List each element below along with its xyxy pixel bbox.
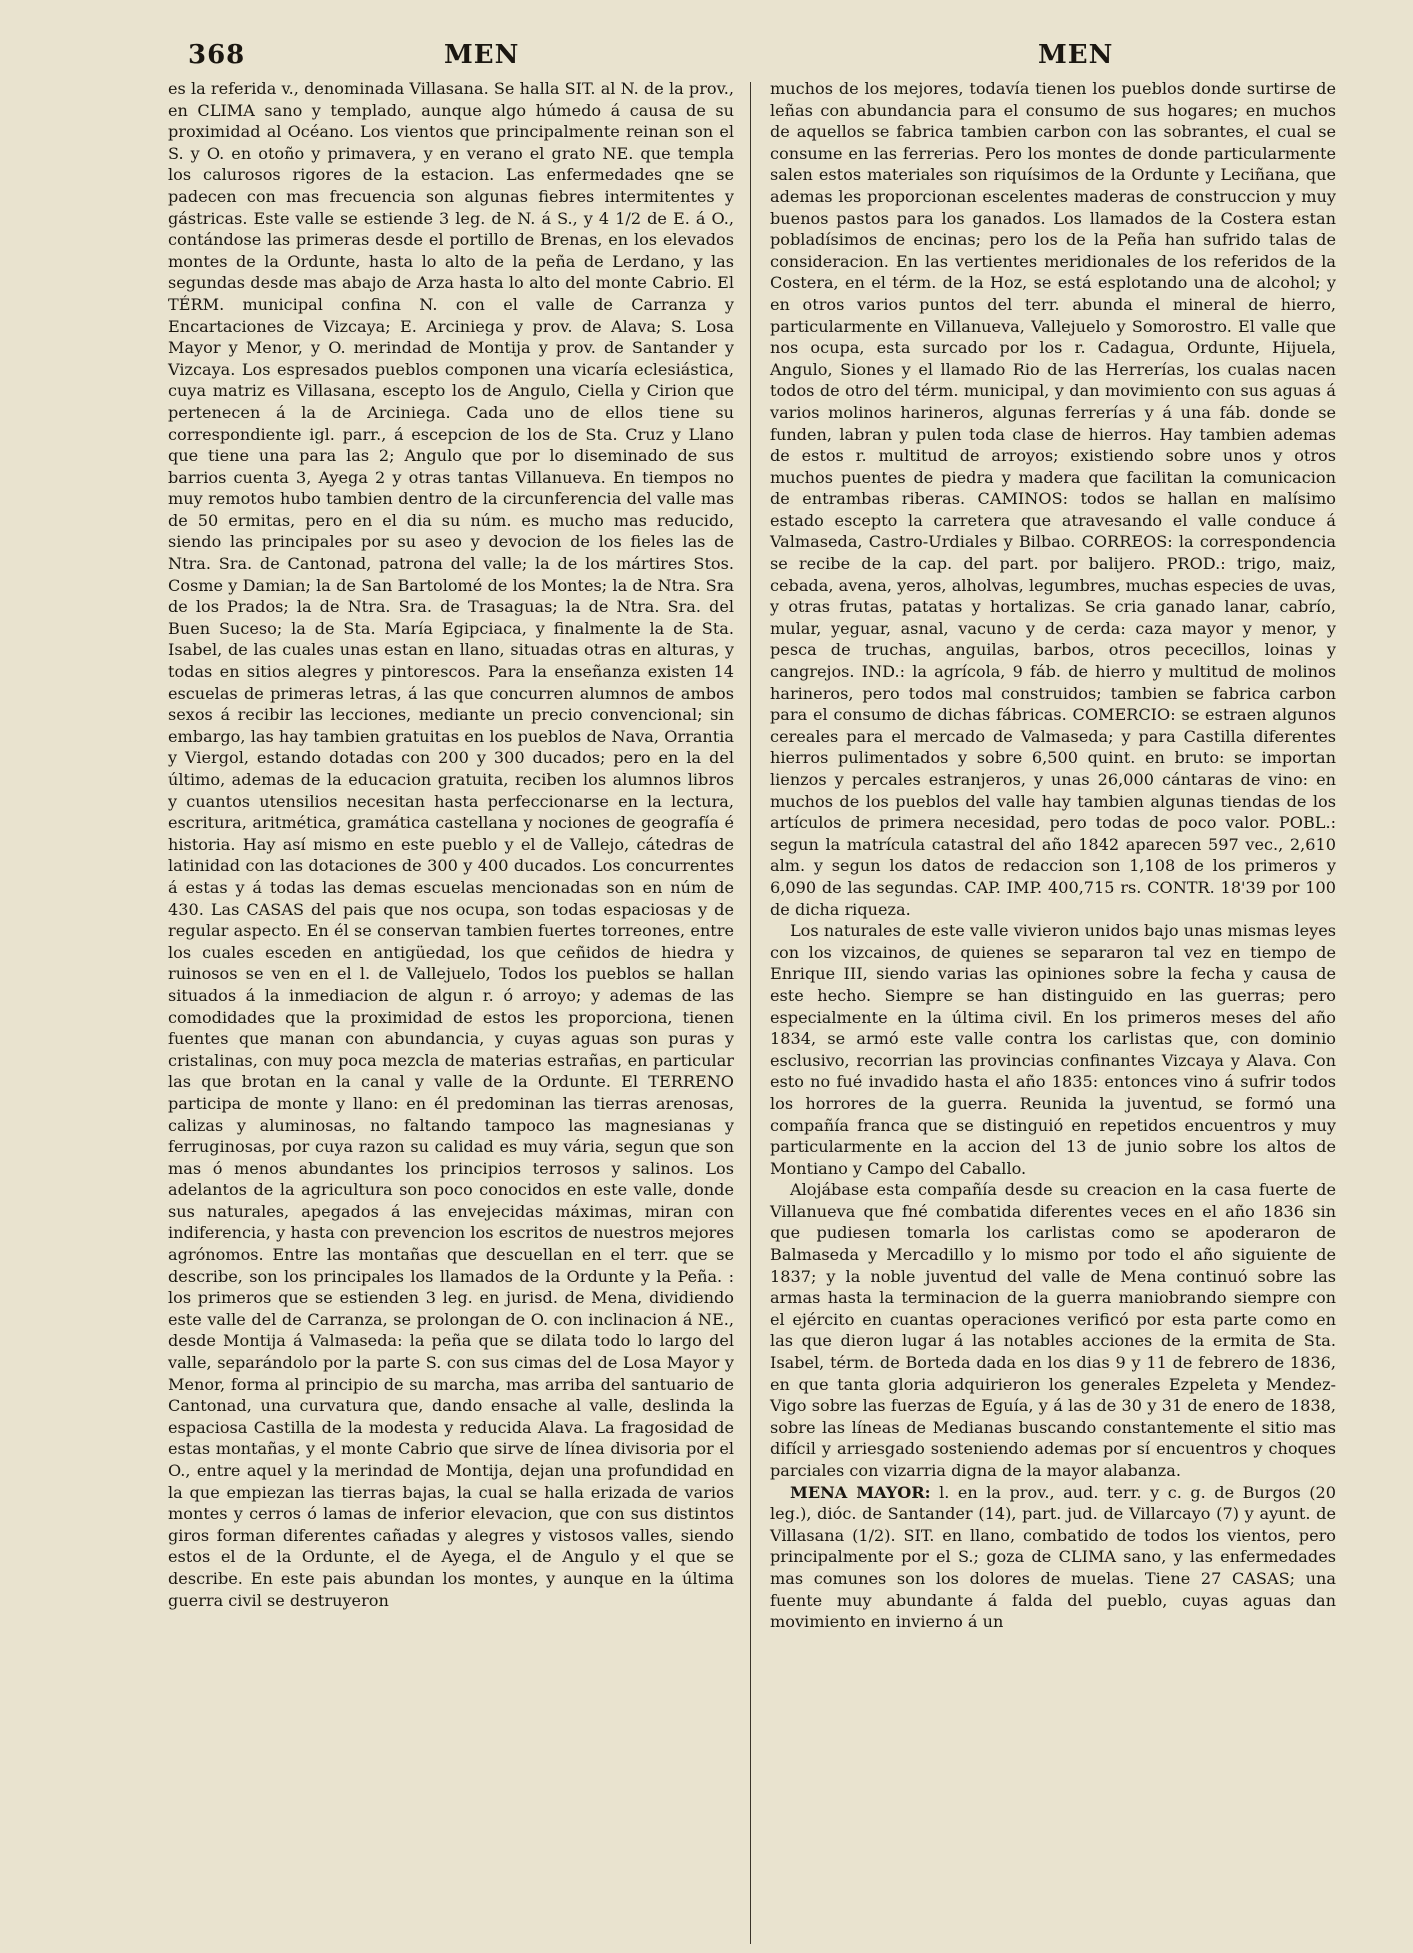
- entry-headword: MENA MAYOR:: [790, 1482, 931, 1502]
- running-head-right: MEN: [1038, 40, 1114, 70]
- page-number: 368: [188, 40, 246, 70]
- column-divider: [750, 82, 751, 1944]
- paragraph: Los naturales de este valle vivieron unidos bajo unas mismas leyes con los vizcainos, de quienes se separaron tal vez en tiempo de Enrique III, siendo varias las opiniones sobre la fecha y causa de este hecho. Siempre se han distinguido en las guerras; pero especialmente en la última civil. En los primeros meses del año 1834, se armó este valle contra los carlistas que, con dominio esclusivo, recorrian las provincias confinantes Vizcaya y Alava. Con esto no fué invadido hasta el año 1835: entonces vino á sufrir todos los horrores de la guerra. Reunida la juventud, se formó una compañía franca que se distinguió en repetidos encuentros y muy particularmente en la accion del 13 de junio sobre los altos de Montiano y Campo del Caballo.: [770, 921, 1336, 1178]
- entry-mena-mayor: [770, 1482, 1336, 1633]
- running-head-left: MEN: [444, 40, 520, 70]
- left-column: [168, 78, 734, 1611]
- paragraph: Alojábase esta compañía desde su creacion en la casa fuerte de Villanueva que fné combatida diferentes veces en el año 1836 sin que pudiesen tomarla los carlistas como se apoderaron de Balmaseda y Mercadillo y lo mismo por todo el año siguiente de 1837; y la noble juventud del valle de Mena continuó sobre las armas hasta la terminacion de la guerra maniobrando siempre con el ejército en cuantas operaciones verificó por esta parte como en las que dieron lugar á las notables acciones de la ermita de Sta. Isabel, térm. de Borteda dada en los dias 9 y 11 de febrero de 1836, en que tanta gloria adquirieron los generales Ezpeleta y Mendez-Vigo sobre las fuerzas de Eguía, y á las de 30 y 31 de enero de 1838, sobre las líneas de Medianas buscando constantemente el sitio mas difícil y arriesgado sosteniendo ademas por sí encuentros y choques parciales con vizarria digna de la mayor alabanza.: [770, 1180, 1336, 1480]
- right-column: [770, 78, 1336, 1633]
- paragraph: es la referida v., denominada Villasana. Se halla SIT. al N. de la prov., en CLIMA sano y templado, aunque algo húmedo á causa de su proximidad al Océano. Los vientos que principalmente reinan son el S. y O. en otoño y primavera, y en verano el grato NE. que templa los calurosos rigores de la estacion. Las enfermedades qne se padecen con mas frecuencia son algunas fiebres intermitentes y gástricas. Este valle se estiende 3 leg. de N. á S., y 4 1/2 de E. á O., contándose las primeras desde el portillo de Brenas, en los elevados montes de la Ordunte, hasta lo alto de la peña de Lerdano, y las segundas desde mas abajo de Arza hasta lo alto del monte Cabrio. El TÉRM. municipal confina N. con el valle de Carranza y Encartaciones de Vizcaya; E. Arciniega y prov. de Alava; S. Losa Mayor y Menor, y O. merindad de Montija y prov. de Santander y Vizcaya. Los espresados pueblos componen una vicaría eclesiástica, cuya matriz es Villasana, escepto los de Angulo, Ciella y Cirion que pertenecen á la de Arciniega. Cada uno de ellos tiene su correspondiente igl. parr., á escepcion de los de Sta. Cruz y Llano que tiene una para las 2; Angulo que por lo diseminado de sus barrios cuenta 3, Ayega 2 y otras tantas Villanueva. En tiempos no muy remotos hubo tambien dentro de la circunferencia del valle mas de 50 ermitas, pero en el dia su núm. es mucho mas reducido, siendo las principales por su aseo y devocion de los fieles las de Ntra. Sra. de Cantonad, patrona del valle; la de los mártires Stos. Cosme y Damian; la de San Bartolomé de los Montes; la de Ntra. Sra de los Prados; la de Ntra. Sra. de Trasaguas; la de Ntra. Sra. del Buen Suceso; la de Sta. María Egipciaca, y finalmente la de Sta. Isabel, de las cuales unas estan en llano, situadas otras en alturas, y todas en sitios alegres y pintorescos. Para la enseñanza existen 14 escuelas de primeras letras, á las que concurren alumnos de ambos sexos á recibir las lecciones, mediante un precio convencional; sin embargo, las hay tambien gratuitas en los pueblos de Nava, Orrantia y Viergol, estando dotadas con 200 y 300 ducados; pero en la del último, ademas de la educacion gratuita, reciben los alumnos libros y cuantos utensilios necesitan hasta perfeccionarse en la lectura, escritura, aritmética, gramática castellana y nociones de geografía é historia. Hay así mismo en este pueblo y el de Vallejo, cátedras de latinidad con las dotaciones de 300 y 400 ducados. Los concurrentes á estas y á todas las demas escuelas mencionadas son en núm de 430. Las CASAS del pais que nos ocupa, son todas espaciosas y de regular aspecto. En él se conservan tambien fuertes torreones, entre los cuales esceden en antigüedad, los que ceñidos de hiedra y ruinosos se ven en el l. de Vallejuelo, Todos los pueblos se hallan situados á la inmediacion de algun r. ó arroyo; y ademas de las comodidades que la proximidad de estos les proporciona, tienen fuentes que manan con abundancia, y cuyas aguas son puras y cristalinas, con muy poca mezcla de materias estrañas, en particular las que brotan en la canal y valle de la Ordunte. El TERRENO participa de monte y llano: en él predominan las tierras arenosas, calizas y aluminosas, no faltando tampoco las magnesianas y ferruginosas, por cuya razon su calidad es muy vária, segun que son mas ó menos abundantes los principios terrosos y salinos. Los adelantos de la agricultura son poco conocidos en este valle, donde sus naturales, apegados á las envejecidas máximas, miran con indiferencia, y hasta con prevencion los escritos de nuestros mejores agrónomos. Entre las montañas que descuellan en el terr. que se describe, son los principales los llamados de la Ordunte y la Peña. : los primeros que se estienden 3 leg. en jurisd. de Mena, dividiendo este valle del de Carranza, se prolongan de O. con inclinacion á NE., desde Montija á Valmaseda: la peña que se dilata todo lo largo del valle, separándolo por la parte S. con sus cimas del de Losa Mayor y Menor, forma al principio de su marcha, mas arriba del santuario de Cantonad, una curvatura que, dando ensache al valle, deslinda la espaciosa Castilla de la modesta y reducida Alava. La fragosidad de estas montañas, y el monte Cabrio que sirve de línea divisoria por el O., entre aquel y la merindad de Montija, dejan una profundidad en la que empiezan las tierras bajas, la cual se halla erizada de varios montes y cerros ó lamas de inferior elevacion, que con sus distintos giros forman diferentes cañadas y alegres y vistosos valles, siendo estos el de la Ordunte, el de Ayega, el de Angulo y el que se describe. En este pais abundan los montes, y aunque en la última guerra civil se destruyeron: [168, 79, 734, 1610]
- paragraph: muchos de los mejores, todavía tienen los pueblos donde surtirse de leñas con abundancia para el consumo de sus hogares; en muchos de aquellos se fabrica tambien carbon con las sobrantes, el cual se consume en las ferrerias. Pero los montes de donde particularmente salen estos materiales son riquísimos de la Ordunte y Leciñana, que ademas les proporcionan escelentes maderas de construccion y muy buenos pastos para los ganados. Los llamados de la Costera estan pobladísimos de encinas; pero los de la Peña han sufrido talas de consideracion. En las vertientes meridionales de los referidos de la Costera, en el térm. de la Hoz, se está esplotando una de alcohol; y en otros varios puntos del terr. abunda el mineral de hierro, particularmente en Villanueva, Vallejuelo y Somorostro. El valle que nos ocupa, esta surcado por los r. Cadagua, Ordunte, Hijuela, Angulo, Siones y el llamado Rio de las Herrerías, los cualas nacen todos de otro del térm. municipal, y dan movimiento con sus aguas á varios molinos harineros, algunas ferrerías y á una fáb. donde se funden, labran y pulen toda clase de hierros. Hay tambien ademas de estos r. multitud de arroyos; existiendo sobre unos y otros muchos puentes de piedra y madera que facilitan la comunicacion de entrambas riberas. CAMINOS: todos se hallan en malísimo estado escepto la carretera que atravesando el valle conduce á Valmaseda, Castro-Urdiales y Bilbao. CORREOS: la correspondencia se recibe de la cap. del part. por balijero. PROD.: trigo, maiz, cebada, avena, yeros, alholvas, legumbres, muchas especies de uvas, y otras frutas, patatas y hortalizas. Se cria ganado lanar, cabrío, mular, yeguar, asnal, vacuno y de cerda: caza mayor y menor, y pesca de truchas, anguilas, barbos, otros pececillos, loinas y cangrejos. IND.: la agrícola, 9 fáb. de hierro y multitud de molinos harineros, pero todos mal construidos; tambien se fabrica carbon para el consumo de dichas fábricas. COMERCIO: se estraen algunos cereales para el mercado de Valmaseda; y para Castilla diferentes hierros pulimentados y sobre 6,500 quint. en bruto: se importan lienzos y percales estranjeros, y unas 26,000 cántaras de vino: en muchos de los pueblos del valle hay tambien algunas tiendas de los artículos de primera necesidad, pero todas de poco valor. POBL.: segun la matrícula catastral del año 1842 aparecen 597 vec., 2,610 alm. y segun los datos de redaccion son 1,108 de los primeros y 6,090 de las segundas. CAP. IMP. 400,715 rs. CONTR. 18'39 por 100 de dicha riqueza.: [770, 79, 1336, 919]
- entry-text: l. en la prov., aud. terr. y c. g. de Burgos (20 leg.), dióc. de Santander (14), part. jud. de Villarcayo (7) y ayunt. de Villasana (1/2). SIT. en llano, combatido de todos los vientos, pero principalmente por el S.; goza de CLIMA sano, y las enfermedades mas comunes son los dolores de muelas. Tiene 27 CASAS; una fuente muy abundante á falda del pueblo, cuyas aguas dan movimiento en invierno á un: [770, 1482, 1336, 1632]
